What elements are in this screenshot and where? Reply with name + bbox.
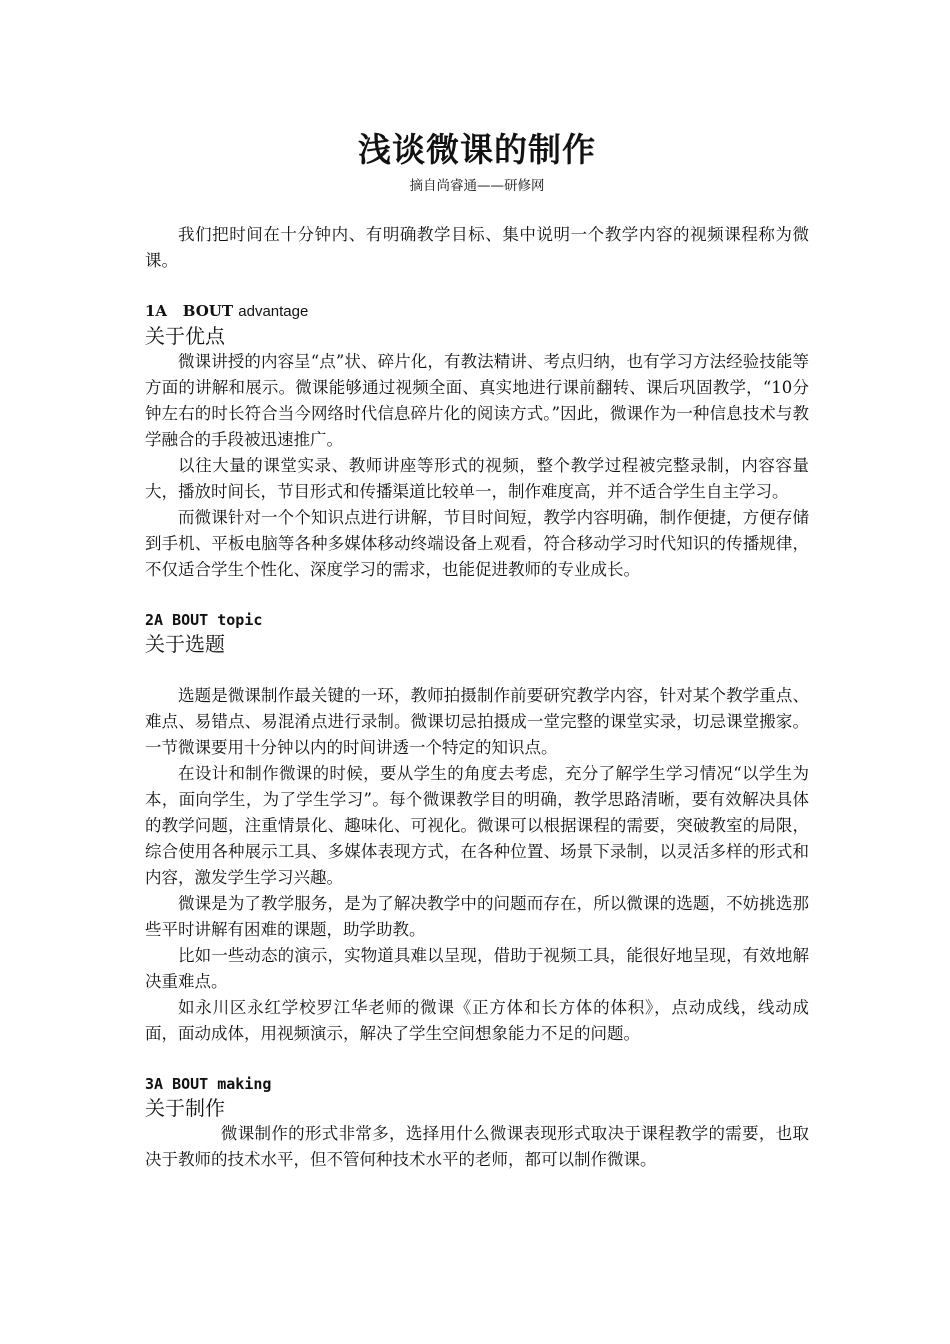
body-paragraph: 选题是微课制作最关键的一环，教师拍摄制作前要研究教学内容，针对某个教学重点、难点、易错点、易混淆点进行录制。微课切忌拍摄成一堂完整的课堂实录，切忌课堂搬家。一节微课要用十分钟以内的时间讲透一个特定的知识点。: [145, 686, 809, 757]
section-number: 1A: [145, 302, 168, 320]
section-advantage: [145, 300, 809, 583]
section-heading-en: 3A BOUT making: [145, 1075, 272, 1093]
body-paragraph: 在设计和制作微课的时候，要从学生的角度去考虑，充分了解学生学习情况“以学生为本，面向学生，为了学生学习”。每个微课教学目的明确，教学思路清晰，要有效解决具体的教学问题，注重情景化、趣味化、可视化。微课可以根据课程的需要，突破教室的局限，综合使用各种展示工具、多媒体表现方式，在各种位置、场景下录制，以灵活多样的形式和内容，激发学生学习兴趣。: [145, 764, 809, 887]
body-paragraph: 微课讲授的内容呈“点”状、碎片化，有教法精讲、考点归纳，也有学习方法经验技能等方面的讲解和展示。微课能够通过视频全面、真实地进行课前翻转、课后巩固教学，“10分钟左右的时长符合当今网络时代信息碎片化的阅读方式。”因此，微课作为一种信息技术与教学融合的手段被迅速推广。: [145, 352, 809, 449]
document-source: 摘自尚睿通——研修网: [409, 178, 545, 194]
body-paragraph: 微课是为了教学服务，是为了解决教学中的问题而存在，所以微课的选题，不妨挑选那些平时讲解有困难的课题，助学助教。: [145, 894, 809, 939]
document-title: 浅谈微课的制作: [358, 130, 596, 169]
section-heading-zh: 关于制作: [145, 1096, 225, 1120]
body-paragraph: 微课制作的形式非常多，选择用什么微课表现形式取决于课程教学的需要，也取决于教师的技术水平，但不管何种技术水平的老师，都可以制作微课。: [145, 1124, 809, 1169]
blank-line: [145, 657, 809, 683]
body-paragraph: 而微课针对一个个知识点进行讲解，节目时间短，教学内容明确，制作便捷，方便存储到手机、平板电脑等各种多媒体移动终端设备上观看，符合移动学习时代知识的传播规律，不仅适合学生个性化、深度学习的需求，也能促进教师的专业成长。: [145, 508, 809, 579]
document-body: [145, 126, 809, 1173]
body-paragraph: 以往大量的课堂实录、教师讲座等形式的视频，整个教学过程被完整录制，内容容量大，播放时间长，节目形式和传播渠道比较单一，制作难度高，并不适合学生自主学习。: [145, 456, 809, 501]
body-paragraph: 如永川区永红学校罗江华老师的微课《正方体和长方体的体积》，点动成线，线动成面，面动成体，用视频演示，解决了学生空间想象能力不足的问题。: [145, 998, 809, 1043]
section-heading-en: 2A BOUT topic: [145, 611, 263, 629]
section-heading-zh: 关于选题: [145, 632, 225, 656]
section-topic: [145, 609, 809, 1047]
section-making: [145, 1073, 809, 1173]
section-heading-zh: 关于优点: [145, 324, 225, 348]
section-bout: BOUT: [182, 302, 234, 320]
section-heading-en: [145, 300, 809, 323]
intro-paragraph: 我们把时间在十分钟内、有明确教学目标、集中说明一个教学内容的视频课程称为微课。: [145, 225, 809, 270]
section-keyword: advantage: [238, 303, 309, 320]
body-paragraph: 比如一些动态的演示，实物道具难以呈现，借助于视频工具，能很好地呈现，有效地解决重难点。: [145, 946, 809, 991]
